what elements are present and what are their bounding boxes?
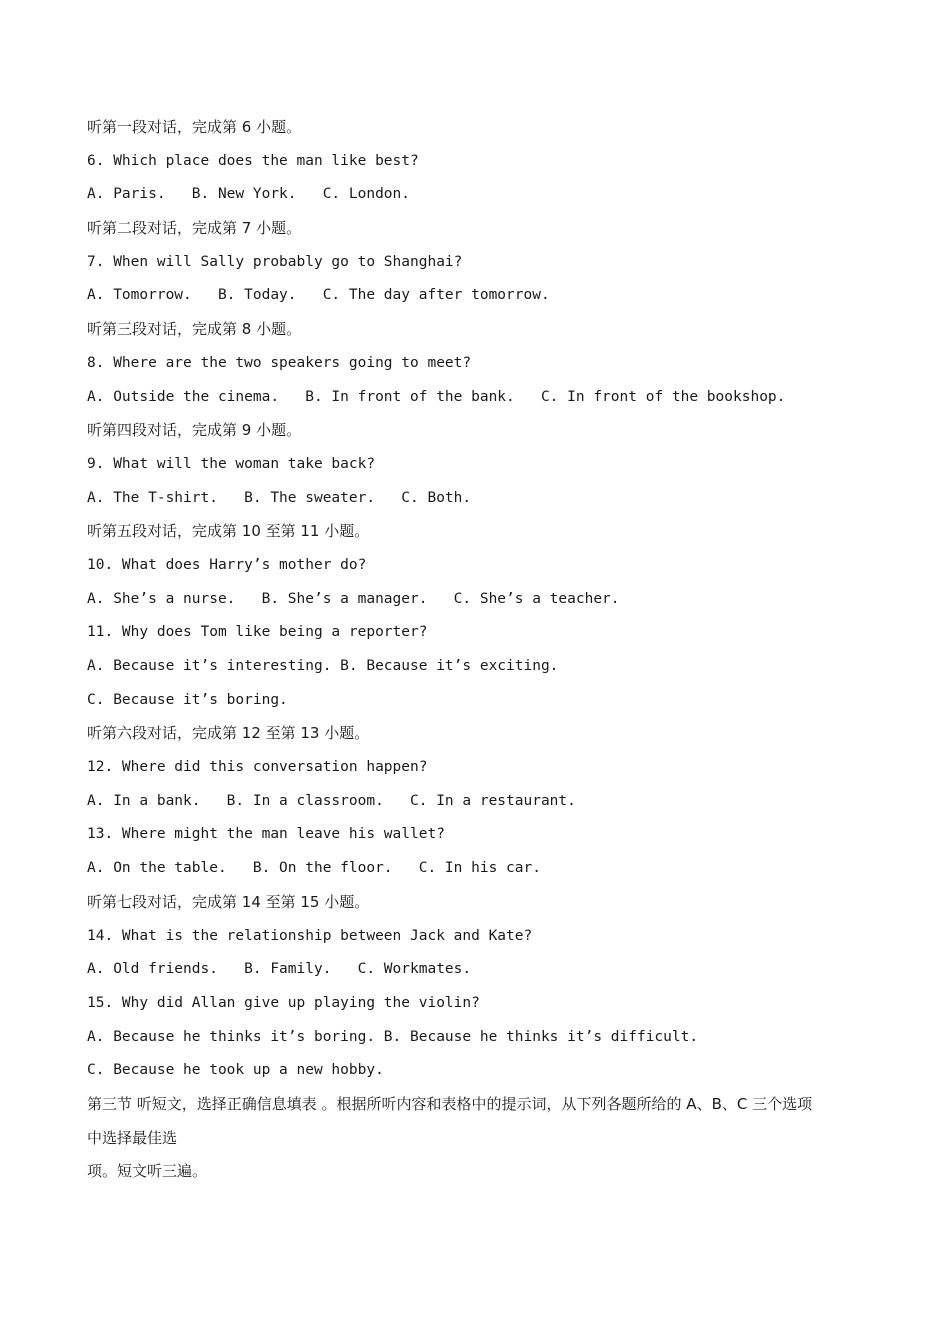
- question-text: 11. Why does Tom like being a reporter?: [87, 624, 428, 641]
- exam-page: [87, 116, 887, 1194]
- question-text: 8. Where are the two speakers going to meet?: [87, 354, 472, 371]
- answer-options: A. In a bank. B. In a classroom. C. In a restaurant.: [87, 792, 576, 809]
- question-text: 12. Where did this conversation happen?: [87, 759, 428, 776]
- answer-options: A. Outside the cinema. B. In front of the bank. C. In front of the bookshop.: [87, 388, 786, 405]
- section-instruction: 听第四段对话，完成第 9 小题。: [87, 421, 302, 440]
- section-instruction: 听第七段对话，完成第 14 至第 15 小题。: [87, 892, 370, 911]
- question-text: 6. Which place does the man like best?: [87, 152, 419, 169]
- answer-options: A. Paris. B. New York. C. London.: [87, 186, 411, 203]
- section-instruction: 听第六段对话，完成第 12 至第 13 小题。: [87, 724, 370, 743]
- answer-options: A. The T-shirt. B. The sweater. C. Both.: [87, 489, 472, 506]
- section-three-heading: 第三节 听短文，选择正确信息填表 。根据所听内容和表格中的提示词，从下列各题所给的 A、B、C 三个选项: [87, 1094, 813, 1113]
- question-text: 14. What is the relationship between Jack and Kate?: [87, 927, 533, 944]
- question-text: 13. Where might the man leave his wallet?: [87, 826, 445, 843]
- answer-options: A. Because he thinks it’s boring. B. Because he thinks it’s difficult.: [87, 1028, 699, 1045]
- section-instruction: 听第二段对话，完成第 7 小题。: [87, 219, 302, 238]
- answer-options: A. Old friends. B. Family. C. Workmates.: [87, 961, 472, 978]
- section-three-note: 项。短文听三遍。: [87, 1162, 208, 1181]
- section-three-heading-continued: 中选择最佳选: [87, 1128, 178, 1147]
- question-text: 7. When will Sally probably go to Shanghai?: [87, 253, 463, 270]
- answer-options: A. On the table. B. On the floor. C. In his car.: [87, 860, 541, 877]
- question-text: 10. What does Harry’s mother do?: [87, 556, 367, 573]
- answer-options: A. She’s a nurse. B. She’s a manager. C. She’s a teacher.: [87, 590, 620, 607]
- section-instruction: 听第五段对话，完成第 10 至第 11 小题。: [87, 522, 370, 541]
- answer-options: C. Because he took up a new hobby.: [87, 1062, 384, 1079]
- answer-options: A. Because it’s interesting. B. Because it’s exciting.: [87, 658, 559, 674]
- answer-options: A. Tomorrow. B. Today. C. The day after tomorrow.: [87, 287, 550, 304]
- section-instruction: 听第三段对话，完成第 8 小题。: [87, 320, 302, 339]
- question-text: 15. Why did Allan give up playing the violin?: [87, 994, 480, 1011]
- answer-options: C. Because it’s boring.: [87, 691, 288, 708]
- section-instruction: 听第一段对话，完成第 6 小题。: [87, 118, 302, 136]
- question-text: 9. What will the woman take back?: [87, 455, 376, 472]
